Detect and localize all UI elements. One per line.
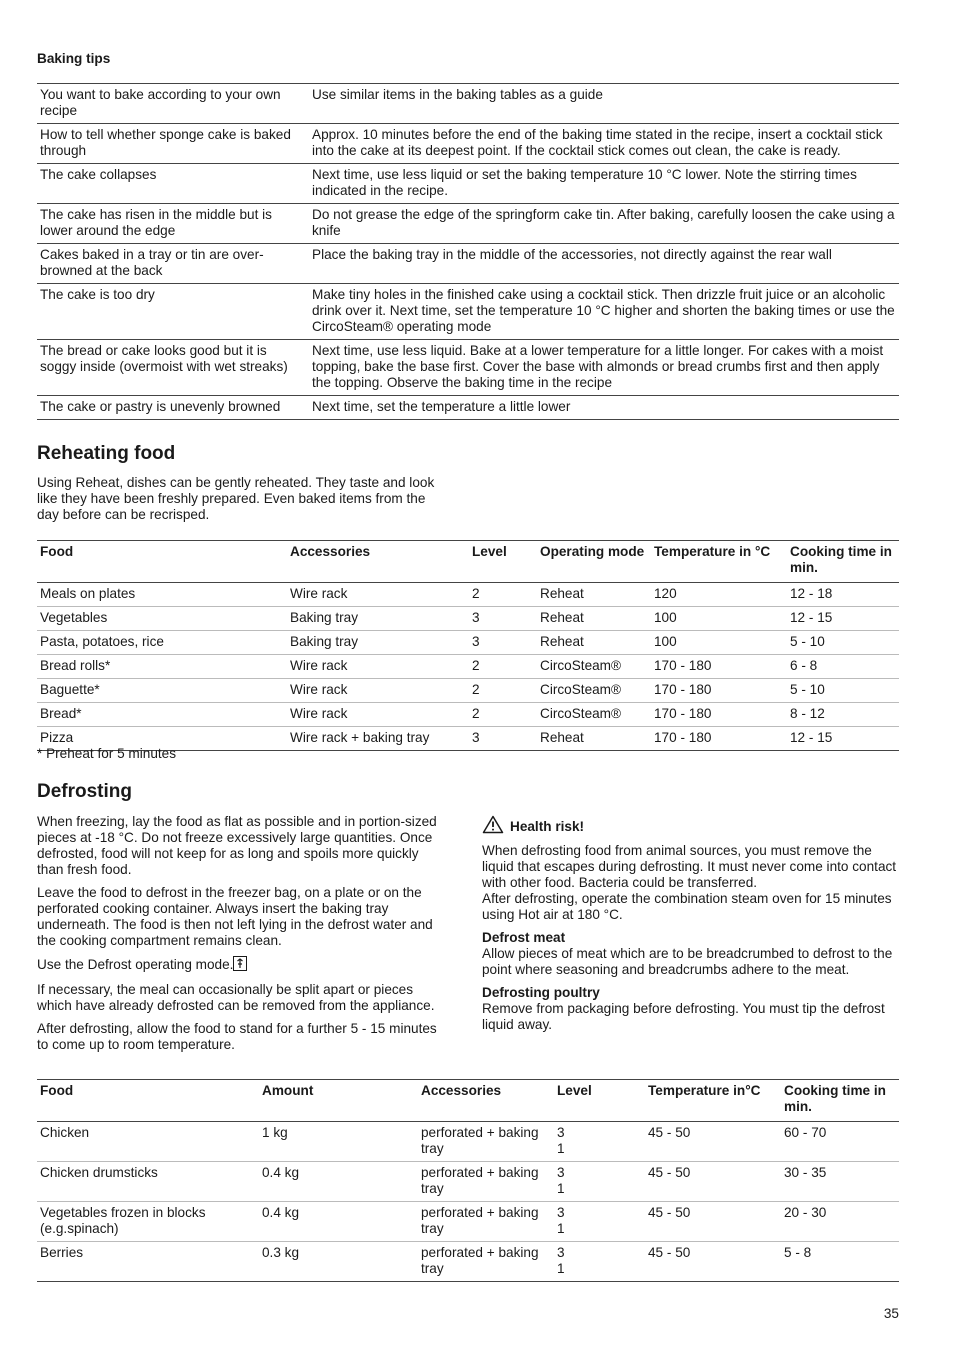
table-cell: 120 <box>651 583 787 607</box>
table-row <box>37 1242 899 1282</box>
table-cell: 1 kg <box>259 1122 418 1162</box>
table-cell: Wire rack <box>287 679 469 703</box>
table-cell: 3 1 <box>554 1242 645 1282</box>
table-row <box>37 607 899 631</box>
table-cell: You want to bake according to your own recipe <box>37 84 309 124</box>
table-cell: Reheat <box>537 607 651 631</box>
table-cell: 5 - 10 <box>787 631 899 655</box>
table-cell: 3 1 <box>554 1162 645 1202</box>
table-header-row <box>37 1080 899 1122</box>
table-cell: 0.4 kg <box>259 1202 418 1242</box>
table-cell: 2 <box>469 703 537 727</box>
table-cell: Berries <box>37 1242 259 1282</box>
table-cell: Cakes baked in a tray or tin are over-browned at the back <box>37 244 309 284</box>
table-cell: The cake is too dry <box>37 284 309 340</box>
table-cell: Baking tray <box>287 607 469 631</box>
table-row <box>37 1162 899 1202</box>
table-cell: perforated + baking tray <box>418 1202 554 1242</box>
table-row <box>37 244 899 284</box>
table-cell: 170 - 180 <box>651 679 787 703</box>
table-cell: Vegetables <box>37 607 287 631</box>
table-cell: Next time, set the temperature a little lower <box>309 396 899 420</box>
table-cell: 8 - 12 <box>787 703 899 727</box>
table-cell: Bread* <box>37 703 287 727</box>
table-cell: The cake has risen in the middle but is lower around the edge <box>37 204 309 244</box>
table-row <box>37 583 899 607</box>
table-row <box>37 631 899 655</box>
table-cell: Next time, use less liquid or set the baking temperature 10 °C lower. Note the stirring times indicated in the recipe. <box>309 164 899 204</box>
table-row <box>37 124 899 164</box>
column-header: Cooking time in min. <box>787 541 899 583</box>
column-header: Level <box>554 1080 645 1122</box>
table-cell: 3 <box>469 727 537 751</box>
table-cell: The bread or cake looks good but it is soggy inside (overmoist with wet streaks) <box>37 340 309 396</box>
table-cell: 45 - 50 <box>645 1162 781 1202</box>
table-cell: 0.3 kg <box>259 1242 418 1282</box>
table-cell: Chicken drumsticks <box>37 1162 259 1202</box>
table-cell: 12 - 15 <box>787 607 899 631</box>
table-cell: 60 - 70 <box>781 1122 899 1162</box>
table-cell: Approx. 10 minutes before the end of the baking time stated in the recipe, insert a cocktail stick into the cake at its deepest point. If the cocktail stick comes out clean, the cake is ready. <box>309 124 899 164</box>
table-cell: Do not grease the edge of the springform cake tin. After baking, carefully loosen the cake using a knife <box>309 204 899 244</box>
table-cell: Use similar items in the baking tables as a guide <box>309 84 899 124</box>
table-row <box>37 84 899 124</box>
table-cell: 170 - 180 <box>651 703 787 727</box>
table-row <box>37 284 899 340</box>
table-cell: 2 <box>469 655 537 679</box>
table-cell: Pasta, potatoes, rice <box>37 631 287 655</box>
table-cell: 5 - 8 <box>781 1242 899 1282</box>
table-cell: Reheat <box>537 583 651 607</box>
defrost-paragraph: After defrosting, allow the food to stand for a further 5 - 15 minutes to come up to room temperature. <box>37 1021 437 1052</box>
table-cell: perforated + baking tray <box>418 1162 554 1202</box>
table-cell: Make tiny holes in the finished cake using a cocktail stick. Then drizzle fruit juice or an alcoholic drink over it. Next time, set the temperature 10 °C higher and shorten the baking times or use the CircoSteam® operating mode <box>309 284 899 340</box>
defrost-mode-icon <box>233 956 247 975</box>
defrost-poultry-heading: Defrosting poultry <box>482 985 600 1000</box>
defrost-meat-text: Allow pieces of meat which are to be breadcrumbed to defrost to the point where seasoning and breadcrumbs adhere to the meat. <box>482 946 893 977</box>
table-cell: 170 - 180 <box>651 655 787 679</box>
table-cell: Place the baking tray in the middle of the accessories, not directly against the rear wall <box>309 244 899 284</box>
table-cell: Bread rolls* <box>37 655 287 679</box>
table-row <box>37 679 899 703</box>
column-header: Cooking time in min. <box>781 1080 899 1122</box>
table-cell: Meals on plates <box>37 583 287 607</box>
defrost-paragraph: If necessary, the meal can occasionally be split apart or pieces which have already defrosted can be removed from the appliance. <box>37 982 435 1013</box>
defrost-paragraph: When freezing, lay the food as flat as possible and in portion-sized pieces at -18 °C. Do not freeze excessively large quantities. Once defrosted, food will not keep for as long and spoils more quickly than fresh food. <box>37 814 437 877</box>
table-cell: Reheat <box>537 727 651 751</box>
table-cell: CircoSteam® <box>537 703 651 727</box>
table-cell: 3 1 <box>554 1202 645 1242</box>
table-cell: 100 <box>651 607 787 631</box>
table-cell: perforated + baking tray <box>418 1242 554 1282</box>
table-cell: 45 - 50 <box>645 1242 781 1282</box>
table-cell: Wire rack <box>287 655 469 679</box>
table-row <box>37 1202 899 1242</box>
defrosting-table <box>37 1079 899 1282</box>
reheating-intro: Using Reheat, dishes can be gently reheated. They taste and look like they have been freshly prepared. Even baked items from the day before can be recrisped. <box>37 475 435 522</box>
table-cell: CircoSteam® <box>537 655 651 679</box>
table-cell: Next time, use less liquid. Bake at a lower temperature for a little longer. For cakes with a moist topping, bake the base first. Cover the base with almonds or bread crumbs first and then apply the topping. Observe the baking time in the recipe <box>309 340 899 396</box>
page-number: 35 <box>883 1306 899 1321</box>
table-cell: 12 - 18 <box>787 583 899 607</box>
table-cell: Baguette* <box>37 679 287 703</box>
table-cell: 170 - 180 <box>651 727 787 751</box>
table-cell: 12 - 15 <box>787 727 899 751</box>
table-row <box>37 204 899 244</box>
table-cell: 100 <box>651 631 787 655</box>
table-cell: Wire rack + baking tray <box>287 727 469 751</box>
defrosting-heading: Defrosting <box>37 781 132 802</box>
table-cell: Reheat <box>537 631 651 655</box>
table-cell: Baking tray <box>287 631 469 655</box>
column-header: Accessories <box>418 1080 554 1122</box>
column-header: Temperature in °C <box>651 541 787 583</box>
column-header: Food <box>37 541 287 583</box>
table-cell: 20 - 30 <box>781 1202 899 1242</box>
table-row <box>37 703 899 727</box>
defrost-mode-text: Use the Defrost operating mode. <box>37 957 234 972</box>
defrost-paragraph <box>37 956 447 975</box>
table-cell: 5 - 10 <box>787 679 899 703</box>
warning-icon <box>482 815 504 838</box>
table-cell: The cake collapses <box>37 164 309 204</box>
column-header: Amount <box>259 1080 418 1122</box>
column-header: Food <box>37 1080 259 1122</box>
defrost-paragraph: Leave the food to defrost in the freezer bag, on a plate or on the perforated cooking container. Always insert the baking tray underneath. The food is then not left lying in the defrost water and the cooking compartment remains clean. <box>37 885 433 948</box>
column-header: Temperature in°C <box>645 1080 781 1122</box>
health-info <box>482 815 899 1040</box>
table-row <box>37 1122 899 1162</box>
table-cell: 3 1 <box>554 1122 645 1162</box>
table-cell: 3 <box>469 607 537 631</box>
table-cell: 45 - 50 <box>645 1202 781 1242</box>
defrost-poultry-text: Remove from packaging before defrosting. You must tip the defrost liquid away. <box>482 1001 885 1032</box>
table-cell: Pizza <box>37 727 287 751</box>
table-cell: 0.4 kg <box>259 1162 418 1202</box>
warning-text: When defrosting food from animal sources, you must remove the liquid that escapes during defrosting. It must never come into contact with other food. Bacteria could be transferred. After defrosting, operate the combination steam oven for 15 minutes using Hot air at 180 °C. <box>482 843 897 922</box>
column-header: Accessories <box>287 541 469 583</box>
table-header-row <box>37 541 899 583</box>
warning-header <box>482 815 899 838</box>
reheating-heading: Reheating food <box>37 443 176 464</box>
baking-tips-table <box>37 83 899 420</box>
table-row <box>37 655 899 679</box>
column-header: Level <box>469 541 537 583</box>
warning-title: Health risk! <box>510 818 585 834</box>
table-cell: Wire rack <box>287 583 469 607</box>
table-cell: How to tell whether sponge cake is baked through <box>37 124 309 164</box>
defrost-meat-heading: Defrost meat <box>482 930 566 945</box>
table-cell: Vegetables frozen in blocks (e.g.spinach) <box>37 1202 259 1242</box>
table-cell: 3 <box>469 631 537 655</box>
reheating-table <box>37 540 899 751</box>
table-cell: 6 - 8 <box>787 655 899 679</box>
table-cell: 2 <box>469 679 537 703</box>
column-header: Operating mode <box>537 541 651 583</box>
table-row <box>37 340 899 396</box>
table-cell: 45 - 50 <box>645 1122 781 1162</box>
table-cell: CircoSteam® <box>537 679 651 703</box>
table-cell: perforated + baking tray <box>418 1122 554 1162</box>
table-cell: Wire rack <box>287 703 469 727</box>
table-cell: 2 <box>469 583 537 607</box>
table-row <box>37 396 899 420</box>
reheating-note: * Preheat for 5 minutes <box>37 746 177 761</box>
defrosting-text <box>37 814 447 1060</box>
baking-tips-heading: Baking tips <box>37 51 111 66</box>
table-row <box>37 164 899 204</box>
table-cell: The cake or pastry is unevenly browned <box>37 396 309 420</box>
table-cell: 30 - 35 <box>781 1162 899 1202</box>
table-cell: Chicken <box>37 1122 259 1162</box>
